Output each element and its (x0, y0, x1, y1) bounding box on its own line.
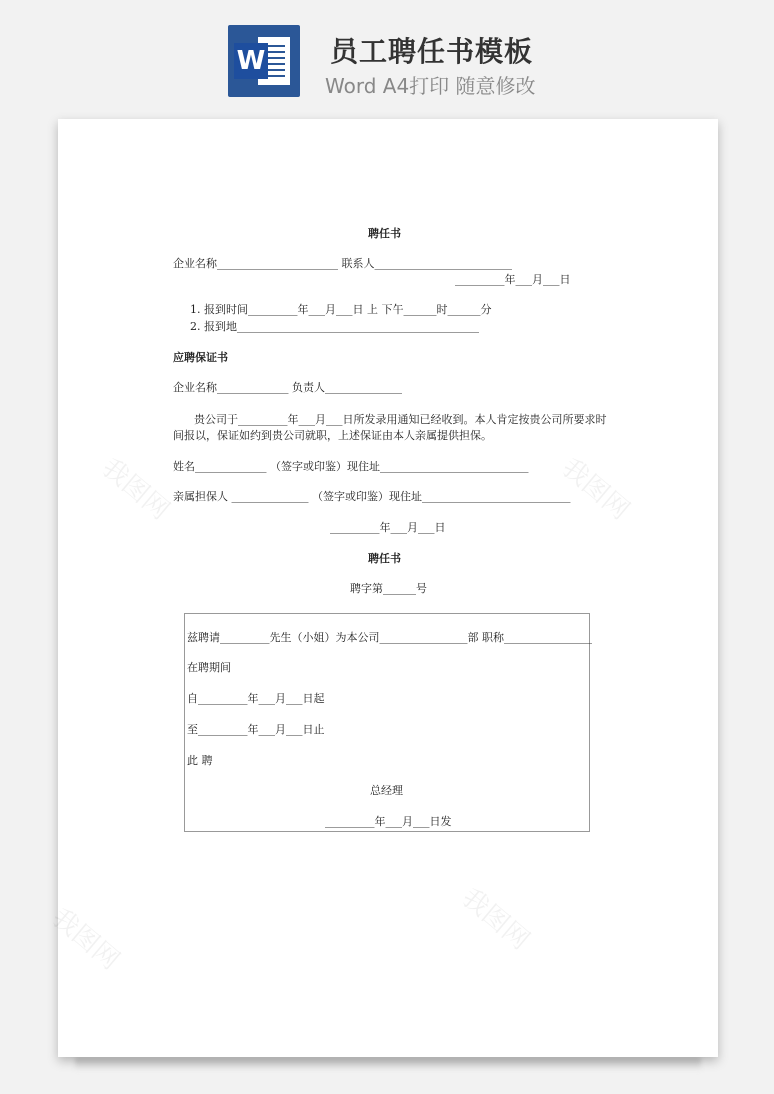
guarantee-paragraph-1: 贵公司于_________年___月___日所发录用通知已经收到。本人肯定按贵公司所要求时 (194, 413, 607, 426)
period-label: 在聘期间 (187, 661, 231, 674)
issue-date-line: _________年___月___日发 (325, 815, 452, 828)
word-doc-icon: W (228, 25, 300, 97)
page-shadow (75, 1057, 701, 1071)
start-date-line: 自_________年___月___日起 (187, 692, 325, 705)
watermark: 我图网 (95, 452, 175, 526)
guarantor-line: 亲属担保人 ______________ （签字或印鉴）现住址___________________________ (173, 490, 571, 503)
guarantee-paragraph-2: 间报以，保证如约到贵公司就职，上述保证由本人亲属提供担保。 (173, 429, 492, 442)
doc-title-2: 聘任书 (368, 552, 401, 565)
page-header (0, 0, 774, 110)
appoint-line: 兹聘请_________先生（小姐）为本公司________________部 职称________________ (187, 631, 592, 644)
report-place-item: 2. 报到地____________________________________________ (190, 320, 479, 333)
header-subtitle: Word A4打印 随意修改 (325, 74, 536, 98)
name-line: 姓名_____________ （签字或印鉴）现住址___________________________ (173, 460, 529, 473)
company-contact-line: 企业名称______________________ 联系人_________________________ (173, 257, 512, 270)
doc-title: 聘任书 (368, 227, 401, 240)
section-heading: 应聘保证书 (173, 351, 228, 364)
date-line: _________年___月___日 (455, 273, 571, 286)
watermark: 我图网 (555, 452, 635, 526)
hire-number: 聘字第______号 (350, 582, 427, 595)
company-person-line: 企业名称_____________ 负责人______________ (173, 381, 402, 394)
general-manager-label: 总经理 (370, 784, 403, 797)
watermark: 我图网 (455, 882, 535, 956)
date-line-2: _________年___月___日 (330, 521, 446, 534)
report-time-item: 1. 报到时间_________年___月___日 上 下午______时______分 (190, 303, 492, 316)
hereby-label: 此 聘 (187, 754, 213, 767)
end-date-line: 至_________年___月___日止 (187, 723, 325, 736)
watermark: 我图网 (45, 902, 125, 976)
header-title: 员工聘任书模板 (330, 35, 534, 68)
